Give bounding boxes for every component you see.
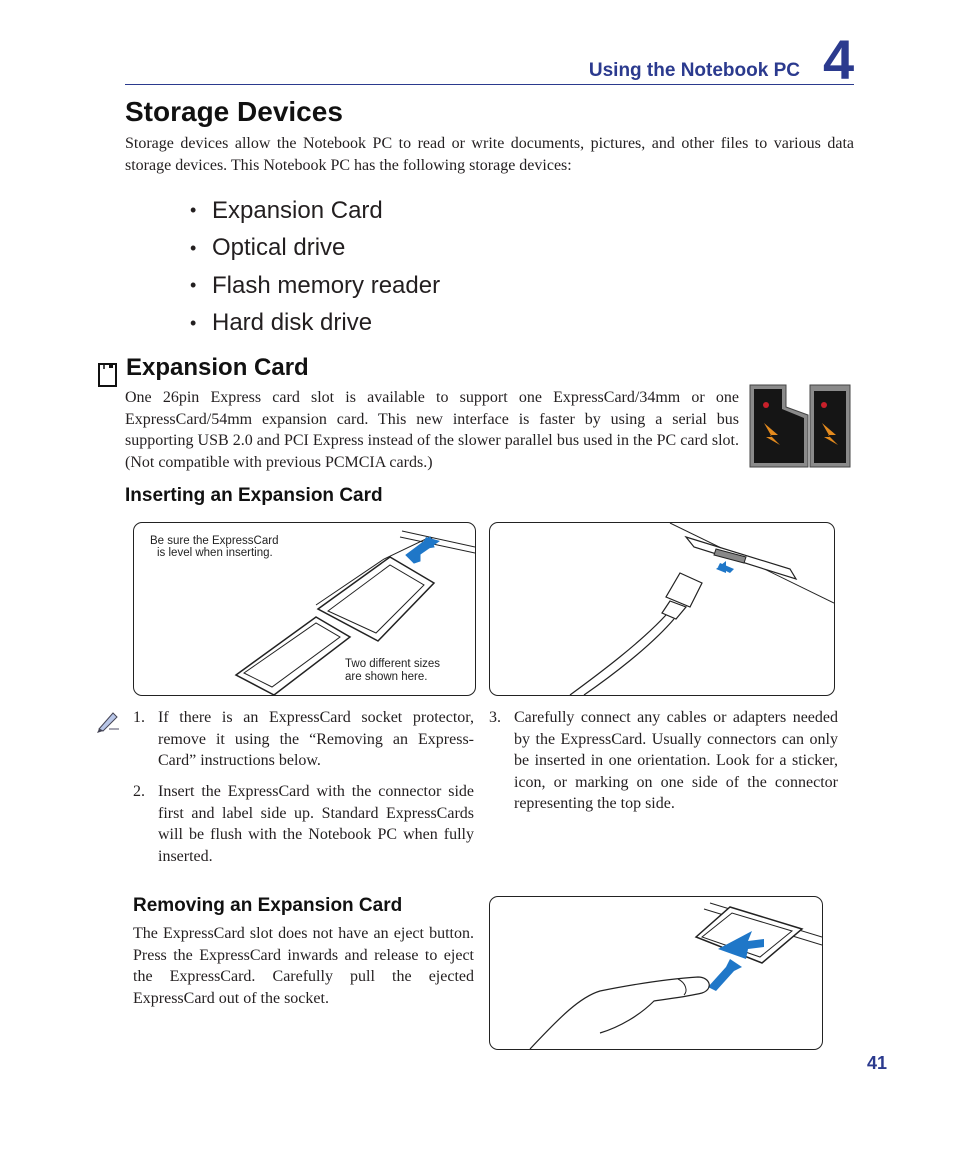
- note-pen-icon: [95, 709, 123, 733]
- chapter-number: 4: [823, 28, 855, 91]
- figure-caption: Be sure the ExpressCard: [150, 535, 279, 547]
- header-rule: [125, 84, 854, 85]
- device-item-label: Flash memory reader: [212, 271, 441, 299]
- step-text: If there is an ExpressCard socket protector, remove it using the “Removing an Express-Card” instructions below.: [158, 709, 474, 769]
- figure-caption: is level when inserting.: [157, 547, 273, 559]
- running-header: Using the Notebook PC: [588, 60, 800, 81]
- page-title: Storage Devices: [125, 96, 343, 127]
- device-list: [190, 192, 440, 342]
- expresscard-icon: [97, 362, 119, 388]
- page-number: 41: [867, 1053, 888, 1073]
- device-item: • Optical drive: [190, 234, 346, 262]
- step-number: 3.: [489, 709, 501, 726]
- step-item: [133, 781, 474, 867]
- figure-caption: are shown here.: [345, 671, 428, 683]
- step-item: [489, 707, 838, 815]
- expresscard-photo: [748, 383, 852, 469]
- device-item: • Hard disk drive: [190, 309, 373, 337]
- expansion-card-paragraph: One 26pin Express card slot is available to support one ExpressCard/34mm or one ExpressCard/54mm expansion card. This new interface is faster by using a serial bus supporting USB 2.0 and PCI Express instead of the slower parallel bus used in the PC card slot. (Not compatible with previous PCMCIA cards.): [125, 389, 739, 471]
- expansion-card-heading: Expansion Card: [126, 354, 309, 381]
- eject-illustration: [490, 897, 822, 1049]
- step-number: 1.: [133, 709, 145, 726]
- eject-card-figure: [489, 896, 823, 1050]
- removing-paragraph: The ExpressCard slot does not have an eject button. Press the ExpressCard inwards and release to eject the ExpressCard. Carefully pull the ejected ExpressCard out of the socket.: [133, 925, 474, 1007]
- step-item: [133, 707, 474, 772]
- figure-caption: Two different sizes: [345, 658, 441, 670]
- insert-card-figure: [133, 522, 476, 696]
- device-item-label: Hard disk drive: [212, 309, 373, 337]
- device-item: • Expansion Card: [190, 196, 383, 224]
- cable-illustration: [490, 523, 834, 695]
- step-number: 2.: [133, 783, 145, 800]
- intro-paragraph: Storage devices allow the Notebook PC to read or write documents, pictures, and other files to various data storage devices. This Notebook PC has the following storage devices:: [125, 135, 854, 174]
- step-text: Carefully connect any cables or adapters needed by the ExpressCard. Usually connectors can only be inserted in one orientation. Look for a sticker, icon, or marking on one side of the connector representing the top side.: [514, 709, 838, 812]
- step-text: Insert the ExpressCard with the connector side first and label side up. Standard ExpressCards will be flush with the Notebook PC when fully inserted.: [158, 783, 474, 865]
- connect-cable-figure: [489, 522, 835, 696]
- inserting-heading: Inserting an Expansion Card: [125, 485, 383, 506]
- device-item-label: Optical drive: [212, 234, 346, 262]
- removing-heading: Removing an Expansion Card: [133, 895, 403, 916]
- device-item: • Flash memory reader: [190, 271, 441, 299]
- device-item-label: Expansion Card: [212, 196, 383, 224]
